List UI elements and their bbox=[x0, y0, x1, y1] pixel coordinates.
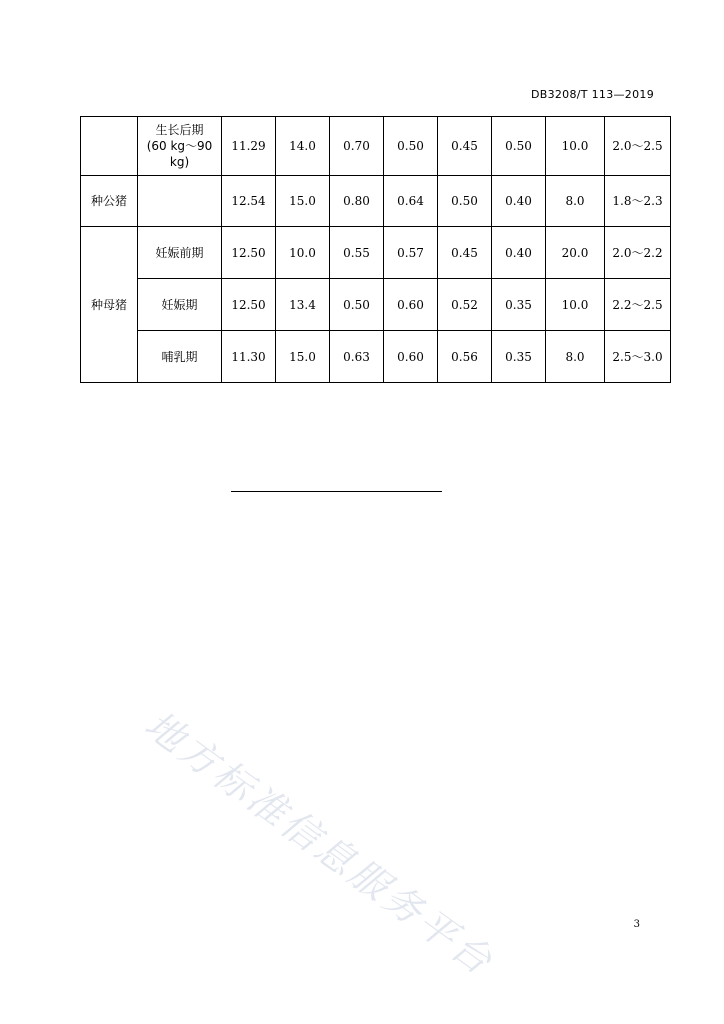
value-cell: 0.52 bbox=[438, 279, 492, 331]
value-cell: 20.0 bbox=[546, 227, 605, 279]
value-cell: 12.54 bbox=[222, 176, 276, 227]
table-row bbox=[81, 227, 671, 279]
value-cell: 2.0～2.2 bbox=[605, 227, 671, 279]
value-cell: 10.0 bbox=[546, 117, 605, 176]
value-cell: 11.30 bbox=[222, 331, 276, 383]
value-cell: 0.45 bbox=[438, 227, 492, 279]
value-cell: 10.0 bbox=[546, 279, 605, 331]
watermark: 地方标准信息服务平台 bbox=[136, 702, 503, 985]
stage-cell bbox=[138, 117, 222, 176]
value-cell: 15.0 bbox=[276, 176, 330, 227]
value-cell: 2.2～2.5 bbox=[605, 279, 671, 331]
value-cell: 0.64 bbox=[384, 176, 438, 227]
value-cell: 0.35 bbox=[492, 279, 546, 331]
value-cell: 15.0 bbox=[276, 331, 330, 383]
value-cell: 1.8～2.3 bbox=[605, 176, 671, 227]
value-cell: 0.35 bbox=[492, 331, 546, 383]
value-cell: 8.0 bbox=[546, 176, 605, 227]
value-cell: 0.80 bbox=[330, 176, 384, 227]
value-cell: 8.0 bbox=[546, 331, 605, 383]
stage-cell: 妊娠前期 bbox=[138, 227, 222, 279]
value-cell: 0.60 bbox=[384, 331, 438, 383]
value-cell: 0.50 bbox=[492, 117, 546, 176]
table-row bbox=[81, 117, 671, 176]
group-cell bbox=[81, 117, 138, 176]
stage-cell: 妊娠期 bbox=[138, 279, 222, 331]
value-cell: 2.0～2.5 bbox=[605, 117, 671, 176]
group-cell: 种母猪 bbox=[81, 227, 138, 383]
value-cell: 13.4 bbox=[276, 279, 330, 331]
value-cell: 0.40 bbox=[492, 227, 546, 279]
value-cell: 0.63 bbox=[330, 331, 384, 383]
table-row bbox=[81, 331, 671, 383]
value-cell: 12.50 bbox=[222, 279, 276, 331]
value-cell: 11.29 bbox=[222, 117, 276, 176]
value-cell: 0.40 bbox=[492, 176, 546, 227]
page-number: 3 bbox=[633, 919, 640, 930]
value-cell: 0.50 bbox=[330, 279, 384, 331]
value-cell: 0.56 bbox=[438, 331, 492, 383]
value-cell: 10.0 bbox=[276, 227, 330, 279]
stage-line: (60 kg～90 bbox=[146, 139, 213, 153]
nutrient-requirement-table bbox=[80, 116, 671, 383]
group-cell: 种公猪 bbox=[81, 176, 138, 227]
table-row bbox=[81, 279, 671, 331]
value-cell: 0.45 bbox=[438, 117, 492, 176]
stage-line: 生长后期 bbox=[155, 123, 204, 137]
value-cell: 12.50 bbox=[222, 227, 276, 279]
value-cell: 0.50 bbox=[384, 117, 438, 176]
value-cell: 0.70 bbox=[330, 117, 384, 176]
value-cell: 0.60 bbox=[384, 279, 438, 331]
stage-line: kg) bbox=[169, 155, 190, 169]
value-cell: 0.50 bbox=[438, 176, 492, 227]
value-cell: 2.5～3.0 bbox=[605, 331, 671, 383]
value-cell: 0.57 bbox=[384, 227, 438, 279]
value-cell: 14.0 bbox=[276, 117, 330, 176]
stage-cell bbox=[138, 176, 222, 227]
table-row bbox=[81, 176, 671, 227]
value-cell: 0.55 bbox=[330, 227, 384, 279]
end-of-document-rule bbox=[231, 491, 442, 492]
document-code: DB3208/T 113—2019 bbox=[530, 88, 654, 101]
stage-cell: 哺乳期 bbox=[138, 331, 222, 383]
